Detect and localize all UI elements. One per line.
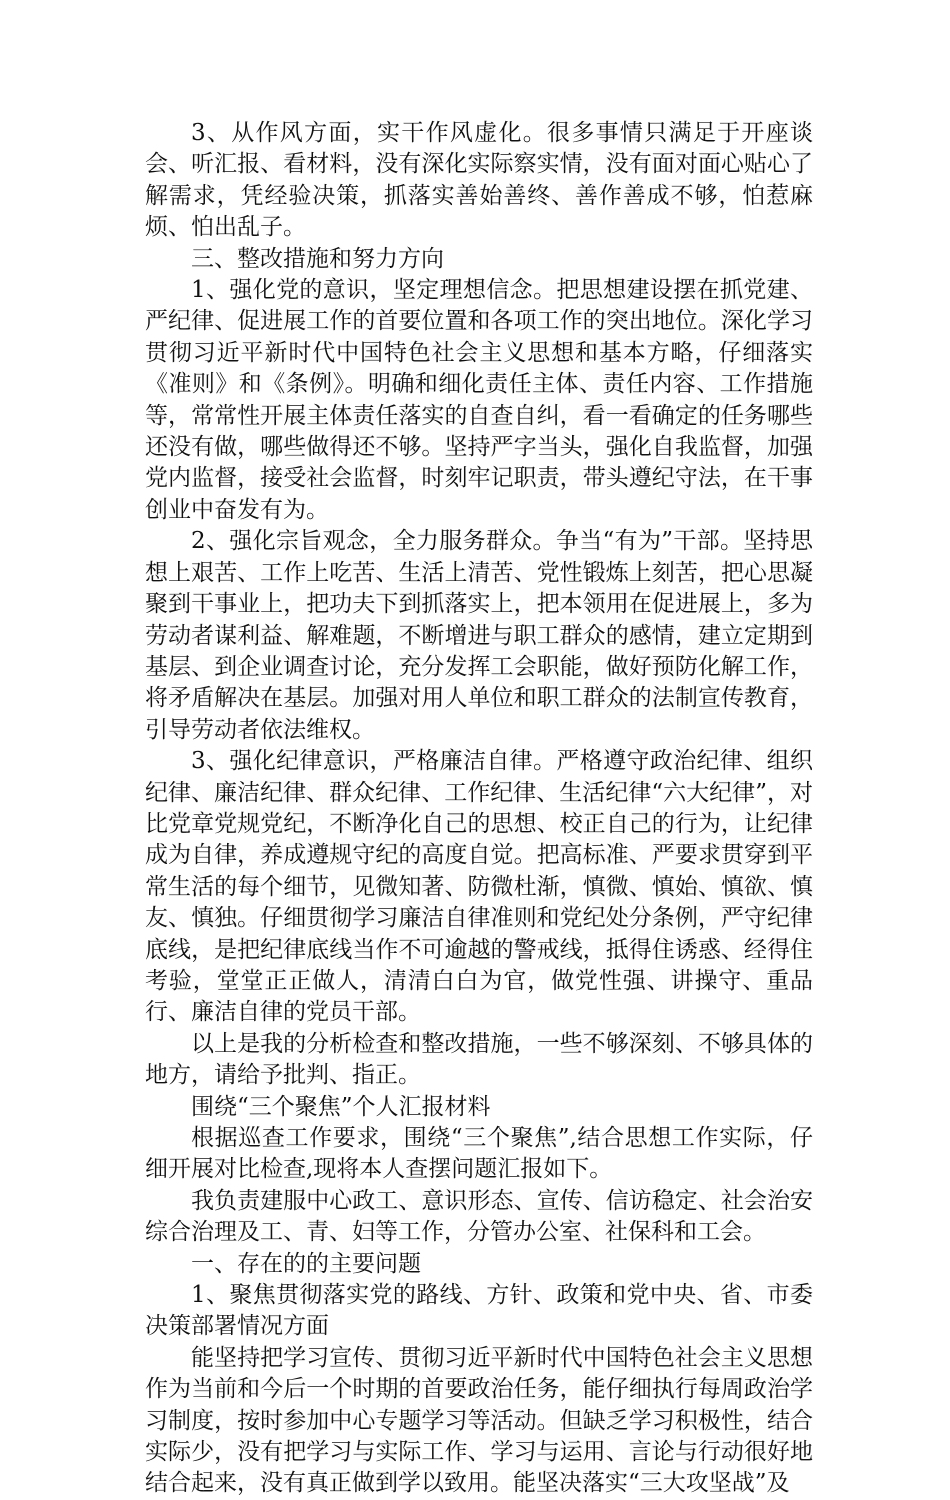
heading-main-problems: 一、存在的的主要问题 (191, 1250, 421, 1277)
paragraph-responsibilities: 我负责建服中心政工、意识形态、宣传、信访稳定、社会治安综合治理及工、青、妇等工作，分管办公室、社保科和工会。 (145, 1187, 813, 1246)
heading-rectification-measures: 三、整改措施和努力方向 (191, 245, 444, 272)
paragraph-report-intro: 根据巡查工作要求，围绕“三个聚焦”,结合思想工作实际，仔细开展对比检查,现将本人查摆问题汇报如下。 (145, 1125, 813, 1183)
paragraph-party-awareness: 1、强化党的意识，坚定理想信念。把思想建设摆在抓党建、严纪律、促进展工作的首要位置和各项工作的突出地位。深化学习贯彻习近平新时代中国特色社会主义思想和基本方略，仔细落实《准则》和《条例》。明确和细化责任主体、责任内容、工作措施等，常常性开展主体责任落实的自查自纠，看一看确定的任务哪些还没有做，哪些做得还不够。坚持严字当头，强化自我监督，加强党内监督，接受社会监督，时刻牢记职责，带头遵纪守法，在干事创业中奋发有为。 (145, 277, 813, 523)
paragraph-conclusion: 以上是我的分析检查和整改措施，一些不够深刻、不够具体的地方，请给予批判、指正。 (145, 1030, 813, 1089)
paragraph-study-implementation: 能坚持把学习宣传、贯彻习近平新时代中国特色社会主义思想作为当前和今后一个时期的首要政治任务，能仔细执行每周政治学习制度，按时参加中心专题学习等活动。但缺乏学习积极性，结合实际少，没有把学习与实际工作、学习与运用、言论与行动很好地结合起来，没有真正做到学以致用。能坚决落实“三大攻坚战”及 (145, 1344, 813, 1497)
subheading-focus-implementation: 1、聚焦贯彻落实党的路线、方针、政策和党中央、省、市委决策部署情况方面 (145, 1282, 813, 1340)
paragraph-work-style: 3、从作风方面，实干作风虚化。很多事情只满足于开座谈会、听汇报、看材料，没有深化实际察实情，没有面对面心贴心了解需求，凭经验决策，抓落实善始善终、善作善成不够，怕惹麻烦、怕出乱子。 (145, 120, 813, 241)
document-body (145, 118, 813, 1500)
paragraph-serve-masses: 2、强化宗旨观念，全力服务群众。争当“有为”干部。坚持思想上艰苦、工作上吃苦、生活上清苦、党性锻炼上刻苦，把心思凝聚到干事业上，把功夫下到抓落实上，把本领用在促进展上，多为劳动者谋利益、解难题，不断增进与职工群众的感情，建立定期到基层、到企业调查讨论，充分发挥工会职能，做好预防化解工作，将矛盾解决在基层。加强对用人单位和职工群众的法制宣传教育，引导劳动者依法维权。 (145, 528, 813, 743)
paragraph-discipline: 3、强化纪律意识，严格廉洁自律。严格遵守政治纪律、组织纪律、廉洁纪律、群众纪律、工作纪律、生活纪律“六大纪律”，对比党章党规党纪，不断净化自己的思想、校正自己的行为，让纪律成为自律，养成遵规守纪的高度自觉。把高标准、严要求贯穿到平常生活的每个细节，见微知著、防微杜渐，慎微、慎始、慎欲、慎友、慎独。仔细贯彻学习廉洁自律准则和党纪处分条例，严守纪律底线，是把纪律底线当作不可逾越的警戒线，抵得住诱惑、经得住考验，堂堂正正做人，清清白白为官，做党性强、讲操守、重品行、廉洁自律的党员干部。 (145, 748, 813, 1026)
heading-report-title: 围绕“三个聚焦”个人汇报材料 (191, 1093, 491, 1120)
